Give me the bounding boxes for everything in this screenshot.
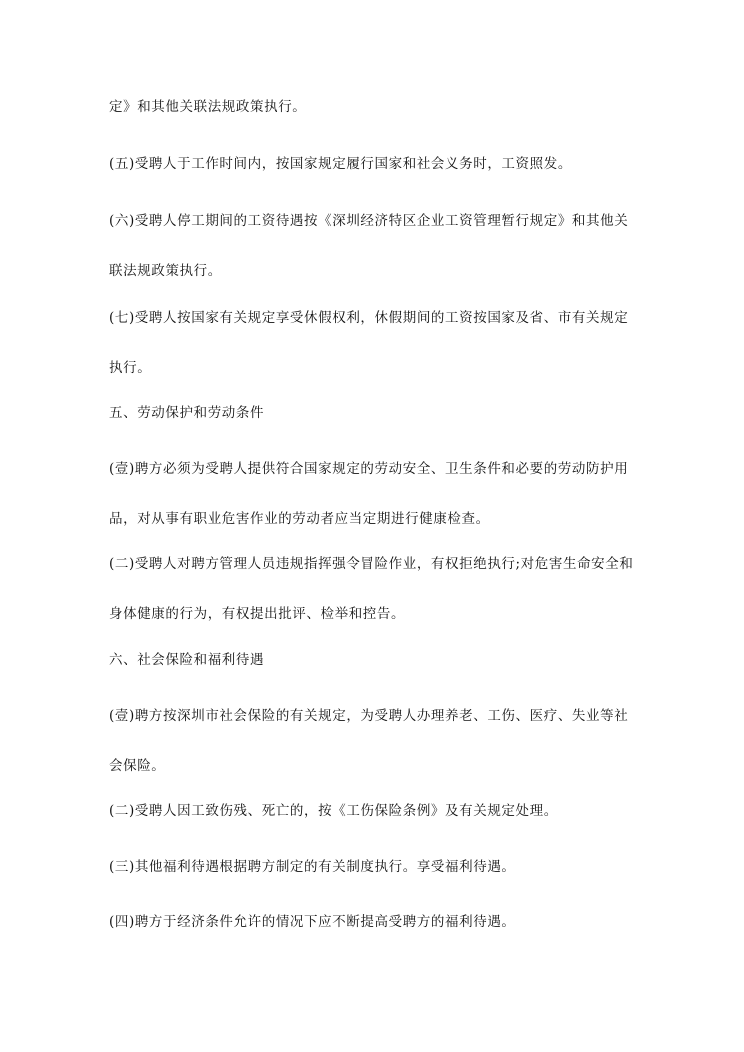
paragraph-insurance-4: (四)聘方于经济条件允许的情况下应不断提高受聘方的福利待遇。 — [109, 914, 516, 930]
paragraph-insurance-2: (二)受聘人因工致伤残、死亡的，按《工伤保险条例》及有关规定处理。 — [109, 803, 558, 819]
paragraph-protection-2: (二)受聘人对聘方管理人员违规指挥强令冒险作业，有权拒绝执行;对危害生命安全和身体健康的行为，有权提出批评、检举和控告。 — [109, 556, 634, 622]
section-heading-labor-protection: 五、劳动保护和劳动条件 — [109, 405, 265, 421]
paragraph-insurance-1: (壹)聘方按深圳市社会保险的有关规定，为受聘人办理养老、工伤、医疗、失业等社会保险。 — [109, 708, 629, 774]
paragraph-insurance-3: (三)其他福利待遇根据聘方制定的有关制度执行。享受福利待遇。 — [109, 859, 516, 875]
paragraph-clause-5: (五)受聘人于工作时间内，按国家规定履行国家和社会义务时，工资照发。 — [109, 156, 572, 172]
paragraph-protection-1: (壹)聘方必须为受聘人提供符合国家规定的劳动安全、卫生条件和必要的劳动防护用品，对从事有职业危害作业的劳动者应当定期进行健康检查。 — [109, 461, 629, 527]
section-heading-social-insurance: 六、社会保险和福利待遇 — [109, 652, 265, 668]
paragraph-clause-7: (七)受聘人按国家有关规定享受休假权利，休假期间的工资按国家及省、市有关规定执行。 — [109, 310, 629, 376]
paragraph-clause-6: (六)受聘人停工期间的工资待遇按《深圳经济特区企业工资管理暂行规定》和其他关联法规政策执行。 — [109, 213, 629, 279]
paragraph-continuation: 定》和其他关联法规政策执行。 — [109, 99, 307, 115]
